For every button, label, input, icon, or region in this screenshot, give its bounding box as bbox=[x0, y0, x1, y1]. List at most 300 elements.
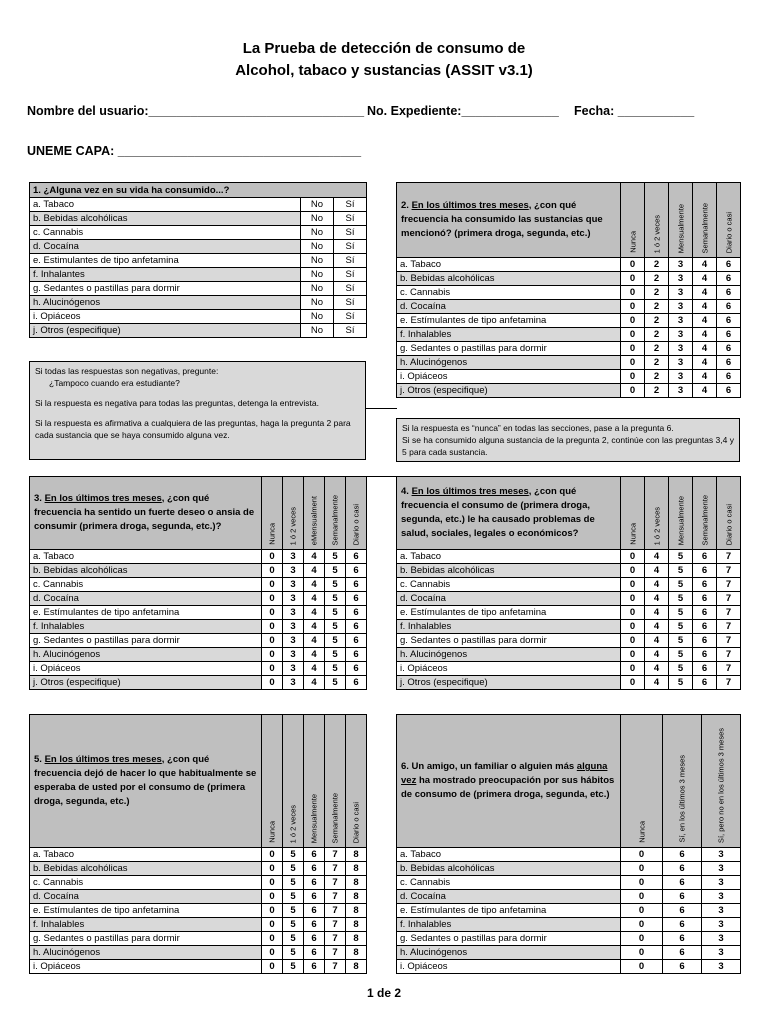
score-cell[interactable]: 3 bbox=[702, 960, 741, 974]
frequency-header: 1 ó 2 veces bbox=[645, 477, 669, 550]
score-cell[interactable]: 3 bbox=[702, 890, 741, 904]
score-cell[interactable]: 7 bbox=[325, 862, 346, 876]
score-cell[interactable]: 0 bbox=[262, 862, 283, 876]
table-row bbox=[30, 324, 367, 338]
score-cell[interactable]: 3 bbox=[669, 258, 693, 272]
score-cell[interactable]: 7 bbox=[325, 876, 346, 890]
score-cell[interactable]: 3 bbox=[669, 300, 693, 314]
score-cell[interactable]: 6 bbox=[693, 634, 717, 648]
score-cell[interactable]: 4 bbox=[304, 662, 325, 676]
score-cell[interactable]: 6 bbox=[663, 848, 702, 862]
score-cell[interactable]: 6 bbox=[346, 550, 367, 564]
score-cell[interactable]: 7 bbox=[325, 848, 346, 862]
score-cell[interactable]: 0 bbox=[621, 946, 663, 960]
score-cell[interactable]: 7 bbox=[717, 606, 741, 620]
score-cell[interactable]: 5 bbox=[325, 634, 346, 648]
score-cell[interactable]: 5 bbox=[325, 606, 346, 620]
score-cell[interactable]: 5 bbox=[669, 676, 693, 690]
substance-label: d. Cocaína bbox=[397, 592, 621, 606]
score-cell[interactable]: 6 bbox=[346, 620, 367, 634]
score-cell[interactable]: 7 bbox=[717, 648, 741, 662]
score-cell[interactable]: 5 bbox=[325, 662, 346, 676]
score-cell[interactable]: 3 bbox=[702, 848, 741, 862]
score-cell[interactable]: 5 bbox=[325, 578, 346, 592]
substance-label: j. Otros (especifique) bbox=[30, 324, 301, 338]
score-cell[interactable]: 6 bbox=[346, 676, 367, 690]
score-cell[interactable]: 0 bbox=[621, 862, 663, 876]
score-cell[interactable]: 4 bbox=[693, 328, 717, 342]
score-cell[interactable]: 0 bbox=[262, 564, 283, 578]
score-cell[interactable]: 6 bbox=[663, 890, 702, 904]
score-cell[interactable]: 6 bbox=[693, 620, 717, 634]
score-cell[interactable]: 4 bbox=[304, 606, 325, 620]
answer-yes-cell[interactable]: Sí bbox=[334, 310, 367, 324]
user-name-field[interactable]: Nombre del usuario:_______________________________ bbox=[27, 104, 365, 118]
connector-line bbox=[366, 408, 397, 409]
score-cell[interactable]: 6 bbox=[717, 314, 741, 328]
score-cell[interactable]: 6 bbox=[346, 606, 367, 620]
score-cell[interactable]: 8 bbox=[346, 932, 367, 946]
answer-yes-cell[interactable]: Sí bbox=[334, 254, 367, 268]
answer-no-cell[interactable]: No bbox=[301, 268, 334, 282]
substance-label: a. Tabaco bbox=[397, 848, 621, 862]
score-cell[interactable]: 0 bbox=[262, 606, 283, 620]
score-cell[interactable]: 6 bbox=[346, 648, 367, 662]
answer-no-cell[interactable]: No bbox=[301, 254, 334, 268]
score-cell[interactable]: 0 bbox=[621, 662, 645, 676]
score-cell[interactable]: 6 bbox=[346, 662, 367, 676]
answer-no-cell[interactable]: No bbox=[301, 240, 334, 254]
score-cell[interactable]: 6 bbox=[346, 578, 367, 592]
score-cell[interactable]: 8 bbox=[346, 848, 367, 862]
table-row bbox=[397, 606, 741, 620]
score-cell[interactable]: 6 bbox=[304, 862, 325, 876]
score-cell[interactable]: 2 bbox=[645, 384, 669, 398]
substance-label: d. Cocaína bbox=[30, 890, 262, 904]
score-cell[interactable]: 2 bbox=[645, 272, 669, 286]
score-cell[interactable]: 6 bbox=[663, 918, 702, 932]
table-row bbox=[397, 370, 741, 384]
score-cell[interactable]: 7 bbox=[325, 932, 346, 946]
substance-label: c. Cannabis bbox=[30, 578, 262, 592]
score-cell[interactable]: 7 bbox=[717, 676, 741, 690]
score-cell[interactable]: 0 bbox=[621, 648, 645, 662]
substance-label: f. Inhalables bbox=[397, 620, 621, 634]
score-cell[interactable]: 4 bbox=[645, 592, 669, 606]
answer-no-cell[interactable]: No bbox=[301, 282, 334, 296]
score-cell[interactable]: 3 bbox=[283, 564, 304, 578]
table-row bbox=[30, 848, 367, 862]
note-2-line-2: Si se ha consumido alguna sustancia de la pregunta 2, continúe con las preguntas 3,4 y 5 para cada sustancia. bbox=[402, 435, 734, 457]
table-row bbox=[30, 876, 367, 890]
score-cell[interactable]: 6 bbox=[693, 550, 717, 564]
score-cell[interactable]: 6 bbox=[693, 564, 717, 578]
score-cell[interactable]: 0 bbox=[262, 578, 283, 592]
question-3-table bbox=[29, 476, 367, 690]
table-row bbox=[397, 946, 741, 960]
score-cell[interactable]: 2 bbox=[645, 356, 669, 370]
score-cell[interactable]: 0 bbox=[262, 648, 283, 662]
table-row bbox=[397, 314, 741, 328]
score-cell[interactable]: 0 bbox=[262, 592, 283, 606]
table-row bbox=[30, 662, 367, 676]
score-cell[interactable]: 5 bbox=[283, 848, 304, 862]
score-cell[interactable]: 6 bbox=[717, 356, 741, 370]
score-cell[interactable]: 3 bbox=[283, 648, 304, 662]
table-row bbox=[397, 592, 741, 606]
score-cell[interactable]: 0 bbox=[621, 272, 645, 286]
score-cell[interactable]: 0 bbox=[621, 300, 645, 314]
score-cell[interactable]: 0 bbox=[621, 904, 663, 918]
score-cell[interactable]: 0 bbox=[621, 634, 645, 648]
instructions-note-1 bbox=[29, 361, 366, 460]
score-cell[interactable]: 0 bbox=[262, 946, 283, 960]
score-cell[interactable]: 8 bbox=[346, 876, 367, 890]
score-cell[interactable]: 0 bbox=[262, 918, 283, 932]
score-cell[interactable]: 6 bbox=[663, 946, 702, 960]
score-cell[interactable]: 4 bbox=[645, 578, 669, 592]
score-cell[interactable]: 0 bbox=[621, 578, 645, 592]
score-cell[interactable]: 5 bbox=[669, 592, 693, 606]
score-cell[interactable]: 4 bbox=[304, 620, 325, 634]
score-cell[interactable]: 2 bbox=[645, 286, 669, 300]
score-cell[interactable]: 7 bbox=[325, 904, 346, 918]
record-number-field[interactable]: No. Expediente:______________ bbox=[367, 104, 559, 118]
score-cell[interactable]: 5 bbox=[283, 960, 304, 974]
substance-label: f. Inhalables bbox=[30, 620, 262, 634]
score-cell[interactable]: 7 bbox=[717, 592, 741, 606]
score-cell[interactable]: 5 bbox=[283, 876, 304, 890]
score-cell[interactable]: 5 bbox=[325, 592, 346, 606]
score-cell[interactable]: 2 bbox=[645, 342, 669, 356]
score-cell[interactable]: 6 bbox=[346, 634, 367, 648]
score-cell[interactable]: 3 bbox=[669, 286, 693, 300]
score-cell[interactable]: 3 bbox=[702, 862, 741, 876]
score-cell[interactable]: 2 bbox=[645, 314, 669, 328]
score-cell[interactable]: 6 bbox=[304, 848, 325, 862]
table-row bbox=[397, 258, 741, 272]
score-cell[interactable]: 5 bbox=[283, 932, 304, 946]
substance-label: c. Cannabis bbox=[397, 578, 621, 592]
score-cell[interactable]: 0 bbox=[262, 848, 283, 862]
score-cell[interactable]: 4 bbox=[693, 272, 717, 286]
score-cell[interactable]: 0 bbox=[262, 890, 283, 904]
score-cell[interactable]: 5 bbox=[669, 606, 693, 620]
instructions-note-2 bbox=[396, 418, 740, 462]
score-cell[interactable]: 0 bbox=[621, 676, 645, 690]
score-cell[interactable]: 0 bbox=[621, 384, 645, 398]
page-number: 1 de 2 bbox=[366, 986, 402, 1000]
score-cell[interactable]: 6 bbox=[693, 578, 717, 592]
score-cell[interactable]: 6 bbox=[304, 918, 325, 932]
score-cell[interactable]: 4 bbox=[645, 662, 669, 676]
score-cell[interactable]: 6 bbox=[717, 328, 741, 342]
answer-yes-cell[interactable]: Sí bbox=[334, 226, 367, 240]
table-row bbox=[30, 890, 367, 904]
score-cell[interactable]: 6 bbox=[693, 676, 717, 690]
score-cell[interactable]: 0 bbox=[262, 550, 283, 564]
score-cell[interactable]: 5 bbox=[669, 662, 693, 676]
score-cell[interactable]: 0 bbox=[621, 356, 645, 370]
score-cell[interactable]: 5 bbox=[325, 676, 346, 690]
score-cell[interactable]: 5 bbox=[669, 578, 693, 592]
score-cell[interactable]: 3 bbox=[283, 634, 304, 648]
score-cell[interactable]: 8 bbox=[346, 890, 367, 904]
answer-no-cell[interactable]: No bbox=[301, 296, 334, 310]
score-cell[interactable]: 5 bbox=[669, 634, 693, 648]
answer-yes-cell[interactable]: Sí bbox=[334, 296, 367, 310]
score-cell[interactable]: 3 bbox=[669, 384, 693, 398]
score-cell[interactable]: 5 bbox=[669, 564, 693, 578]
score-cell[interactable]: 7 bbox=[325, 890, 346, 904]
score-cell[interactable]: 6 bbox=[304, 960, 325, 974]
score-cell[interactable]: 6 bbox=[663, 932, 702, 946]
score-cell[interactable]: 7 bbox=[325, 960, 346, 974]
substance-label: i. Opiáceos bbox=[397, 662, 621, 676]
score-cell[interactable]: 3 bbox=[283, 620, 304, 634]
score-cell[interactable]: 3 bbox=[283, 662, 304, 676]
answer-no-cell[interactable]: No bbox=[301, 310, 334, 324]
score-cell[interactable]: 4 bbox=[693, 356, 717, 370]
score-cell[interactable]: 0 bbox=[621, 328, 645, 342]
score-cell[interactable]: 4 bbox=[693, 286, 717, 300]
answer-yes-cell[interactable]: Sí bbox=[334, 268, 367, 282]
score-cell[interactable]: 2 bbox=[645, 328, 669, 342]
score-cell[interactable]: 5 bbox=[283, 946, 304, 960]
score-cell[interactable]: 4 bbox=[645, 676, 669, 690]
score-cell[interactable]: 3 bbox=[669, 356, 693, 370]
score-cell[interactable]: 6 bbox=[693, 592, 717, 606]
table-row bbox=[30, 862, 367, 876]
score-cell[interactable]: 4 bbox=[693, 300, 717, 314]
q6-question-text: 6. Un amigo, un familiar o alguien más alguna vez ha mostrado preocupación por sus hábitos de consumo de (primera droga, segunda, etc.) bbox=[397, 715, 621, 848]
substance-label: f. Inhalables bbox=[397, 918, 621, 932]
answer-no-cell[interactable]: No bbox=[301, 212, 334, 226]
frequency-header: Semanalmente bbox=[325, 715, 346, 848]
score-cell[interactable]: 0 bbox=[262, 932, 283, 946]
score-cell[interactable]: 8 bbox=[346, 960, 367, 974]
score-cell[interactable]: 0 bbox=[262, 620, 283, 634]
answer-yes-cell[interactable]: Sí bbox=[334, 198, 367, 212]
score-cell[interactable]: 0 bbox=[621, 848, 663, 862]
score-cell[interactable]: 5 bbox=[283, 862, 304, 876]
substance-label: e. Estímulantes de tipo anfetamina bbox=[397, 314, 621, 328]
score-cell[interactable]: 6 bbox=[663, 904, 702, 918]
score-cell[interactable]: 6 bbox=[663, 960, 702, 974]
score-cell[interactable]: 4 bbox=[304, 550, 325, 564]
score-cell[interactable]: 2 bbox=[645, 300, 669, 314]
score-cell[interactable]: 0 bbox=[621, 370, 645, 384]
score-cell[interactable]: 4 bbox=[304, 592, 325, 606]
substance-label: b. Bebidas alcohólicas bbox=[397, 862, 621, 876]
score-cell[interactable]: 4 bbox=[304, 564, 325, 578]
table-row bbox=[397, 876, 741, 890]
score-cell[interactable]: 5 bbox=[283, 918, 304, 932]
score-cell[interactable]: 8 bbox=[346, 946, 367, 960]
score-cell[interactable]: 0 bbox=[621, 550, 645, 564]
score-cell[interactable]: 0 bbox=[621, 620, 645, 634]
score-cell[interactable]: 7 bbox=[325, 946, 346, 960]
score-cell[interactable]: 4 bbox=[693, 314, 717, 328]
score-cell[interactable]: 4 bbox=[304, 634, 325, 648]
score-cell[interactable]: 4 bbox=[645, 648, 669, 662]
answer-yes-cell[interactable]: Sí bbox=[334, 282, 367, 296]
substance-label: h. Alucinógenos bbox=[397, 946, 621, 960]
table-row bbox=[397, 890, 741, 904]
score-cell[interactable]: 6 bbox=[304, 890, 325, 904]
score-cell[interactable]: 7 bbox=[717, 620, 741, 634]
answer-yes-cell[interactable]: Sí bbox=[334, 240, 367, 254]
score-cell[interactable]: 4 bbox=[693, 384, 717, 398]
score-cell[interactable]: 3 bbox=[702, 918, 741, 932]
answer-yes-cell[interactable]: Sí bbox=[334, 324, 367, 338]
score-cell[interactable]: 4 bbox=[645, 634, 669, 648]
score-cell[interactable]: 0 bbox=[621, 918, 663, 932]
score-cell[interactable]: 0 bbox=[262, 904, 283, 918]
substance-label: a. Tabaco bbox=[397, 550, 621, 564]
score-cell[interactable]: 3 bbox=[702, 932, 741, 946]
answer-yes-cell[interactable]: Sí bbox=[334, 212, 367, 226]
score-cell[interactable]: 8 bbox=[346, 862, 367, 876]
score-cell[interactable]: 6 bbox=[717, 342, 741, 356]
table-row bbox=[397, 662, 741, 676]
score-cell[interactable]: 6 bbox=[693, 648, 717, 662]
score-cell[interactable]: 4 bbox=[693, 342, 717, 356]
score-cell[interactable]: 3 bbox=[283, 606, 304, 620]
score-cell[interactable]: 6 bbox=[304, 876, 325, 890]
score-cell[interactable]: 4 bbox=[304, 676, 325, 690]
score-cell[interactable]: 0 bbox=[262, 662, 283, 676]
answer-no-cell[interactable]: No bbox=[301, 226, 334, 240]
score-cell[interactable]: 3 bbox=[702, 904, 741, 918]
score-cell[interactable]: 2 bbox=[645, 370, 669, 384]
score-cell[interactable]: 6 bbox=[717, 258, 741, 272]
substance-label: i. Opiáceos bbox=[397, 960, 621, 974]
connector-line bbox=[366, 476, 397, 477]
score-cell[interactable]: 3 bbox=[283, 550, 304, 564]
score-cell[interactable]: 6 bbox=[693, 662, 717, 676]
substance-label: g. Sedantes o pastillas para dormir bbox=[30, 634, 262, 648]
score-cell[interactable]: 0 bbox=[621, 960, 663, 974]
score-cell[interactable]: 0 bbox=[621, 606, 645, 620]
score-cell[interactable]: 6 bbox=[717, 384, 741, 398]
score-cell[interactable]: 4 bbox=[645, 564, 669, 578]
score-cell[interactable]: 0 bbox=[621, 564, 645, 578]
score-cell[interactable]: 3 bbox=[283, 592, 304, 606]
substance-label: i. Opiáceos bbox=[30, 662, 262, 676]
score-cell[interactable]: 5 bbox=[325, 620, 346, 634]
score-cell[interactable]: 4 bbox=[693, 258, 717, 272]
score-cell[interactable]: 6 bbox=[304, 946, 325, 960]
score-cell[interactable]: 0 bbox=[262, 960, 283, 974]
score-cell[interactable]: 3 bbox=[669, 314, 693, 328]
score-cell[interactable]: 3 bbox=[283, 578, 304, 592]
score-cell[interactable]: 7 bbox=[717, 564, 741, 578]
score-cell[interactable]: 4 bbox=[304, 578, 325, 592]
score-cell[interactable]: 7 bbox=[717, 634, 741, 648]
score-cell[interactable]: 0 bbox=[621, 342, 645, 356]
score-cell[interactable]: 0 bbox=[262, 676, 283, 690]
substance-label: g. Sedantes o pastillas para dormir bbox=[397, 342, 621, 356]
score-cell[interactable]: 4 bbox=[693, 370, 717, 384]
score-cell[interactable]: 7 bbox=[717, 662, 741, 676]
score-cell[interactable]: 7 bbox=[325, 918, 346, 932]
score-cell[interactable]: 0 bbox=[262, 634, 283, 648]
table-row bbox=[397, 848, 741, 862]
frequency-header: Nunca bbox=[621, 477, 645, 550]
score-cell[interactable]: 0 bbox=[621, 592, 645, 606]
score-cell[interactable]: 0 bbox=[621, 286, 645, 300]
score-cell[interactable]: 3 bbox=[702, 946, 741, 960]
score-cell[interactable]: 3 bbox=[669, 370, 693, 384]
score-cell[interactable]: 5 bbox=[325, 648, 346, 662]
score-cell[interactable]: 6 bbox=[693, 606, 717, 620]
q2-question-text: 2. En los últimos tres meses, ¿con qué frecuencia ha consumido las sustancias que mencionó? (primera droga, segunda, etc.) bbox=[397, 183, 621, 258]
score-cell[interactable]: 6 bbox=[304, 932, 325, 946]
score-cell[interactable]: 3 bbox=[702, 876, 741, 890]
score-cell[interactable]: 4 bbox=[645, 550, 669, 564]
score-cell[interactable]: 0 bbox=[621, 876, 663, 890]
score-cell[interactable]: 4 bbox=[645, 620, 669, 634]
score-cell[interactable]: 5 bbox=[283, 904, 304, 918]
substance-label: b. Bebidas alcohólicas bbox=[30, 862, 262, 876]
score-cell[interactable]: 6 bbox=[717, 370, 741, 384]
score-cell[interactable]: 0 bbox=[621, 890, 663, 904]
score-cell[interactable]: 3 bbox=[669, 272, 693, 286]
score-cell[interactable]: 6 bbox=[717, 272, 741, 286]
frequency-header: Sí, en los últimos 3 meses bbox=[663, 715, 702, 848]
score-cell[interactable]: 5 bbox=[669, 648, 693, 662]
score-cell[interactable]: 6 bbox=[717, 286, 741, 300]
score-cell[interactable]: 5 bbox=[283, 890, 304, 904]
score-cell[interactable]: 5 bbox=[325, 550, 346, 564]
score-cell[interactable]: 3 bbox=[669, 342, 693, 356]
table-row bbox=[30, 310, 367, 324]
answer-no-cell[interactable]: No bbox=[301, 198, 334, 212]
answer-no-cell[interactable]: No bbox=[301, 324, 334, 338]
frequency-header: Semanalmente bbox=[325, 477, 346, 550]
score-cell[interactable]: 4 bbox=[645, 606, 669, 620]
score-cell[interactable]: 0 bbox=[621, 932, 663, 946]
score-cell[interactable]: 0 bbox=[621, 258, 645, 272]
note-1-line-3: Si la respuesta es negativa para todas las preguntas, detenga la entrevista. bbox=[35, 398, 319, 408]
substance-label: b. Bebidas alcohólicas bbox=[397, 272, 621, 286]
score-cell[interactable]: 3 bbox=[669, 328, 693, 342]
score-cell[interactable]: 3 bbox=[283, 676, 304, 690]
score-cell[interactable]: 6 bbox=[346, 592, 367, 606]
score-cell[interactable]: 7 bbox=[717, 578, 741, 592]
score-cell[interactable]: 5 bbox=[669, 620, 693, 634]
score-cell[interactable]: 5 bbox=[325, 564, 346, 578]
score-cell[interactable]: 8 bbox=[346, 918, 367, 932]
score-cell[interactable]: 8 bbox=[346, 904, 367, 918]
uneme-capa-field[interactable]: UNEME CAPA: ___________________________________ bbox=[27, 144, 362, 158]
score-cell[interactable]: 6 bbox=[663, 862, 702, 876]
score-cell[interactable]: 6 bbox=[717, 300, 741, 314]
date-field[interactable]: Fecha: ___________ bbox=[574, 104, 695, 118]
score-cell[interactable]: 7 bbox=[717, 550, 741, 564]
score-cell[interactable]: 6 bbox=[346, 564, 367, 578]
frequency-header: 1 ó 2 veces bbox=[283, 477, 304, 550]
score-cell[interactable]: 4 bbox=[304, 648, 325, 662]
substance-label: g. Sedantes o pastillas para dormir bbox=[397, 634, 621, 648]
score-cell[interactable]: 6 bbox=[304, 904, 325, 918]
score-cell[interactable]: 2 bbox=[645, 258, 669, 272]
score-cell[interactable]: 5 bbox=[669, 550, 693, 564]
score-cell[interactable]: 0 bbox=[621, 314, 645, 328]
score-cell[interactable]: 0 bbox=[262, 876, 283, 890]
score-cell[interactable]: 6 bbox=[663, 876, 702, 890]
